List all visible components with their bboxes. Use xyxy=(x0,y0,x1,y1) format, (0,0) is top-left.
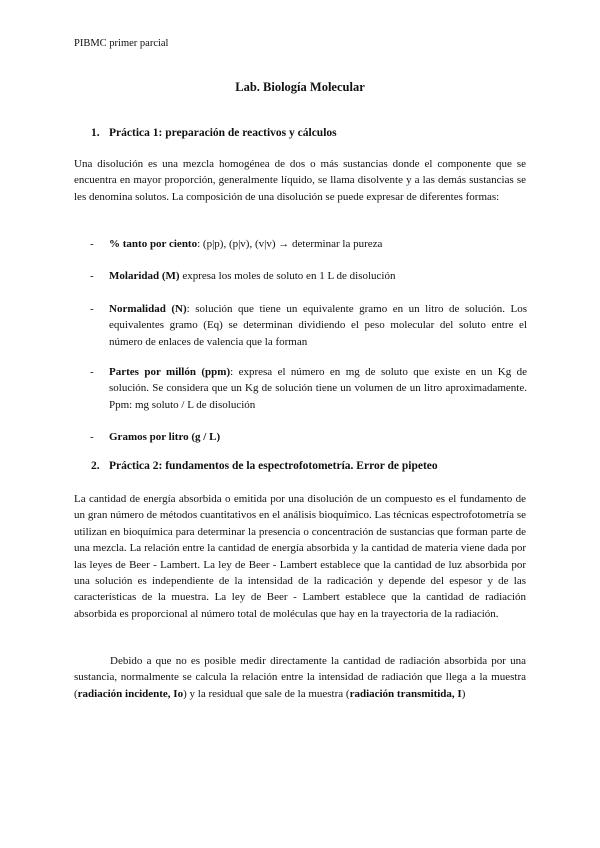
paragraph-text: ) xyxy=(461,687,466,700)
section-1-title: Práctica 1: preparación de reactivos y cálculos xyxy=(109,127,337,139)
page-title: Lab. Biología Molecular xyxy=(235,80,365,94)
bullet-dash: - xyxy=(90,238,94,250)
section-2-heading xyxy=(91,460,438,472)
section-1-number: 1. xyxy=(91,127,100,139)
bullet-text: : expresa el número en mg de soluto que existe en un Kg de solución. Se considera que un Kg de solución tiene un volumen de un litro aproximadamente. Ppm: mg soluto / L de disolución xyxy=(109,366,528,411)
paragraph-text: ) y la residual que sale de la muestra ( xyxy=(183,687,350,700)
bullet-text: : (p|p), (p|v), (v|v) → determinar la pureza xyxy=(197,238,383,250)
section-1-heading xyxy=(91,127,337,139)
bullet-term: Molaridad (M) xyxy=(109,270,180,282)
bullet-term: % tanto por ciento xyxy=(109,238,198,250)
paragraph-text: Debido a que no es posible medir directamente la cantidad de radiación absorbida por una sustancia, normalmente se calcula la relación entre la intensidad de radiación que llega a la muestra ( xyxy=(74,655,526,700)
section-2-title: Práctica 2: fundamentos de la espectrofotometría. Error de pipeteo xyxy=(109,460,438,472)
section-1-intro: Una disolución es una mezcla homogénea de dos o más sustancias donde el componente que se encuentra en mayor proporción, generalmente líquido, se llama disolvente y a las demás sustancias se les denomina solutos. La composición de una disolución se puede expresar de diferentes formas: xyxy=(74,158,526,203)
section-2-paragraph-2 xyxy=(74,653,526,702)
page-header: PIBMC primer parcial xyxy=(74,38,169,49)
bullet-term: Normalidad (N) xyxy=(109,303,187,315)
bullet-term: Partes por millón (ppm) xyxy=(109,366,231,378)
section-2-number: 2. xyxy=(91,460,100,472)
bullet-dash: - xyxy=(90,270,94,282)
bullet-text: : solución que tiene un equivalente gramo en un litro de solución. Los equivalentes gramo (Eq) se determinan dividiendo el peso molecular del soluto entre el número de enlaces de valencia que la forman xyxy=(109,303,527,348)
bullet-term: Gramos por litro (g / L) xyxy=(109,431,221,443)
paragraph-term-transmitted: radiación transmitida, I xyxy=(349,687,462,700)
bullet-dash: - xyxy=(90,303,94,315)
paragraph-term-incident: radiación incidente, Io xyxy=(77,687,184,700)
bullet-dash: - xyxy=(90,431,94,443)
bullet-dash: - xyxy=(90,366,94,378)
bullet-text: expresa los moles de soluto en 1 L de disolución xyxy=(179,270,396,282)
section-2-paragraph-1: La cantidad de energía absorbida o emitida por una disolución de un compuesto es el fundamento de un gran número de métodos cuantitativos en el análisis bioquímico. Las técnicas espectrofotometría se utilizan en bioquímica para determinar la presencia o concentración de sustancias que forman parte de una mezcla. La relación entre la cantidad de energía absorbida y la cantidad de materia viene dada por las leyes de Beer - Lambert. La ley de Beer - Lambert establece que la cantidad de luz absorbida por una solución es independiente de la intensidad de la radicación y depende del espesor y de las características de la muestra. La ley de Beer - Lambert establece que la cantidad de radiación absorbida es proporcional al número total de moléculas que hay en la trayectoria de la radiación. xyxy=(74,493,526,620)
